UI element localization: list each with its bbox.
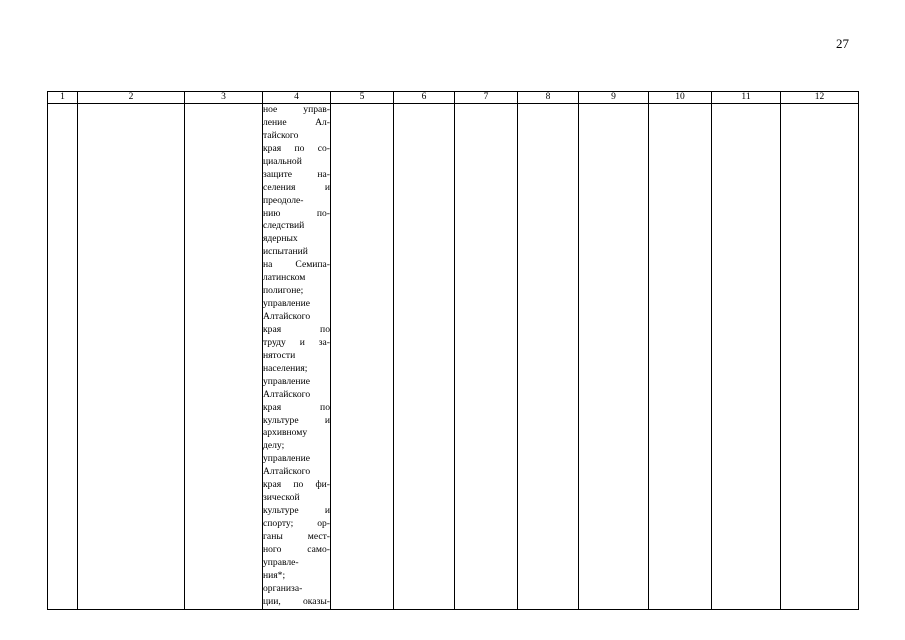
table-row xyxy=(48,104,859,610)
header-cell-9: 9 xyxy=(579,92,649,104)
cell-text-line: организа- xyxy=(263,582,303,594)
cell-col-12 xyxy=(781,104,859,610)
cell-text-line: ного само- xyxy=(263,543,330,555)
cell-text-line: ганы мест- xyxy=(263,530,330,542)
cell-text-line: культуре и xyxy=(263,505,330,517)
cell-text-line: Алтайского xyxy=(263,388,311,400)
cell-text-line: защите на- xyxy=(263,168,330,180)
cell-text-line: селения и xyxy=(263,181,330,193)
cell-col-3 xyxy=(185,104,263,610)
header-cell-4: 4 xyxy=(263,92,331,104)
header-cell-5: 5 xyxy=(331,92,394,104)
cell-text-line: следствий xyxy=(263,220,305,232)
cell-text-line: края по фи- xyxy=(263,479,330,491)
header-cell-8: 8 xyxy=(518,92,579,104)
header-cell-1: 1 xyxy=(48,92,78,104)
document-table xyxy=(47,91,859,610)
header-cell-2: 2 xyxy=(78,92,185,104)
cell-text-line: испытаний xyxy=(263,246,308,258)
cell-text-line: ление Ал- xyxy=(263,116,330,128)
cell-text-line: зической xyxy=(263,492,300,504)
page-number: 27 xyxy=(836,36,849,51)
header-cell-10: 10 xyxy=(649,92,712,104)
cell-text-line: нию по- xyxy=(263,207,330,219)
cell-text-line: латинском xyxy=(263,272,306,284)
cell-text-line: управление xyxy=(263,453,310,465)
cell-text-line: спорту; ор- xyxy=(263,518,330,529)
cell-text-line: управление xyxy=(263,375,310,387)
header-cell-12: 12 xyxy=(781,92,859,104)
table-header-row xyxy=(48,92,859,104)
cell-col-4 xyxy=(263,104,331,610)
cell-text-line: тайского xyxy=(263,129,299,141)
cell-col-11 xyxy=(712,104,781,610)
cell-col-7 xyxy=(455,104,518,610)
cell-text-line: делу; xyxy=(263,440,285,452)
cell-col-1 xyxy=(48,104,78,610)
header-cell-3: 3 xyxy=(185,92,263,104)
cell-text-line: культуре и xyxy=(263,414,330,426)
cell-text-line: труду и за- xyxy=(263,336,330,348)
cell-col-10 xyxy=(649,104,712,610)
cell-col-9 xyxy=(579,104,649,610)
cell-text-line: циальной xyxy=(263,155,302,167)
cell-text-line: ядерных xyxy=(263,233,298,245)
cell-text-line: ции, оказы- xyxy=(263,595,330,607)
header-cell-6: 6 xyxy=(394,92,455,104)
cell-text-line: архивному xyxy=(263,427,308,439)
cell-col-6 xyxy=(394,104,455,610)
cell-text-line: населения; xyxy=(263,362,308,374)
header-cell-11: 11 xyxy=(712,92,781,104)
cell-text-line: преодоле- xyxy=(263,194,304,206)
header-cell-7: 7 xyxy=(455,92,518,104)
cell-col-5 xyxy=(331,104,394,610)
cell-text-line: полигоне; xyxy=(263,285,304,297)
cell-text-line: края по xyxy=(263,323,330,335)
cell-col-8 xyxy=(518,104,579,610)
cell-text-line: края по со- xyxy=(263,142,330,154)
cell-text-line: края по xyxy=(263,401,330,413)
cell-text-line: на Семипа- xyxy=(263,259,330,271)
cell-text-line: управле- xyxy=(263,556,299,568)
cell-col-2 xyxy=(78,104,185,610)
cell-text-line: нятости xyxy=(263,349,296,361)
cell-text-line: ное управ- xyxy=(263,104,330,115)
cell-text-line: ния*; xyxy=(263,569,286,581)
cell-text-line: Алтайского xyxy=(263,311,311,322)
cell-text-line: Алтайского xyxy=(263,466,311,478)
cell-text-line: управление xyxy=(263,298,310,310)
